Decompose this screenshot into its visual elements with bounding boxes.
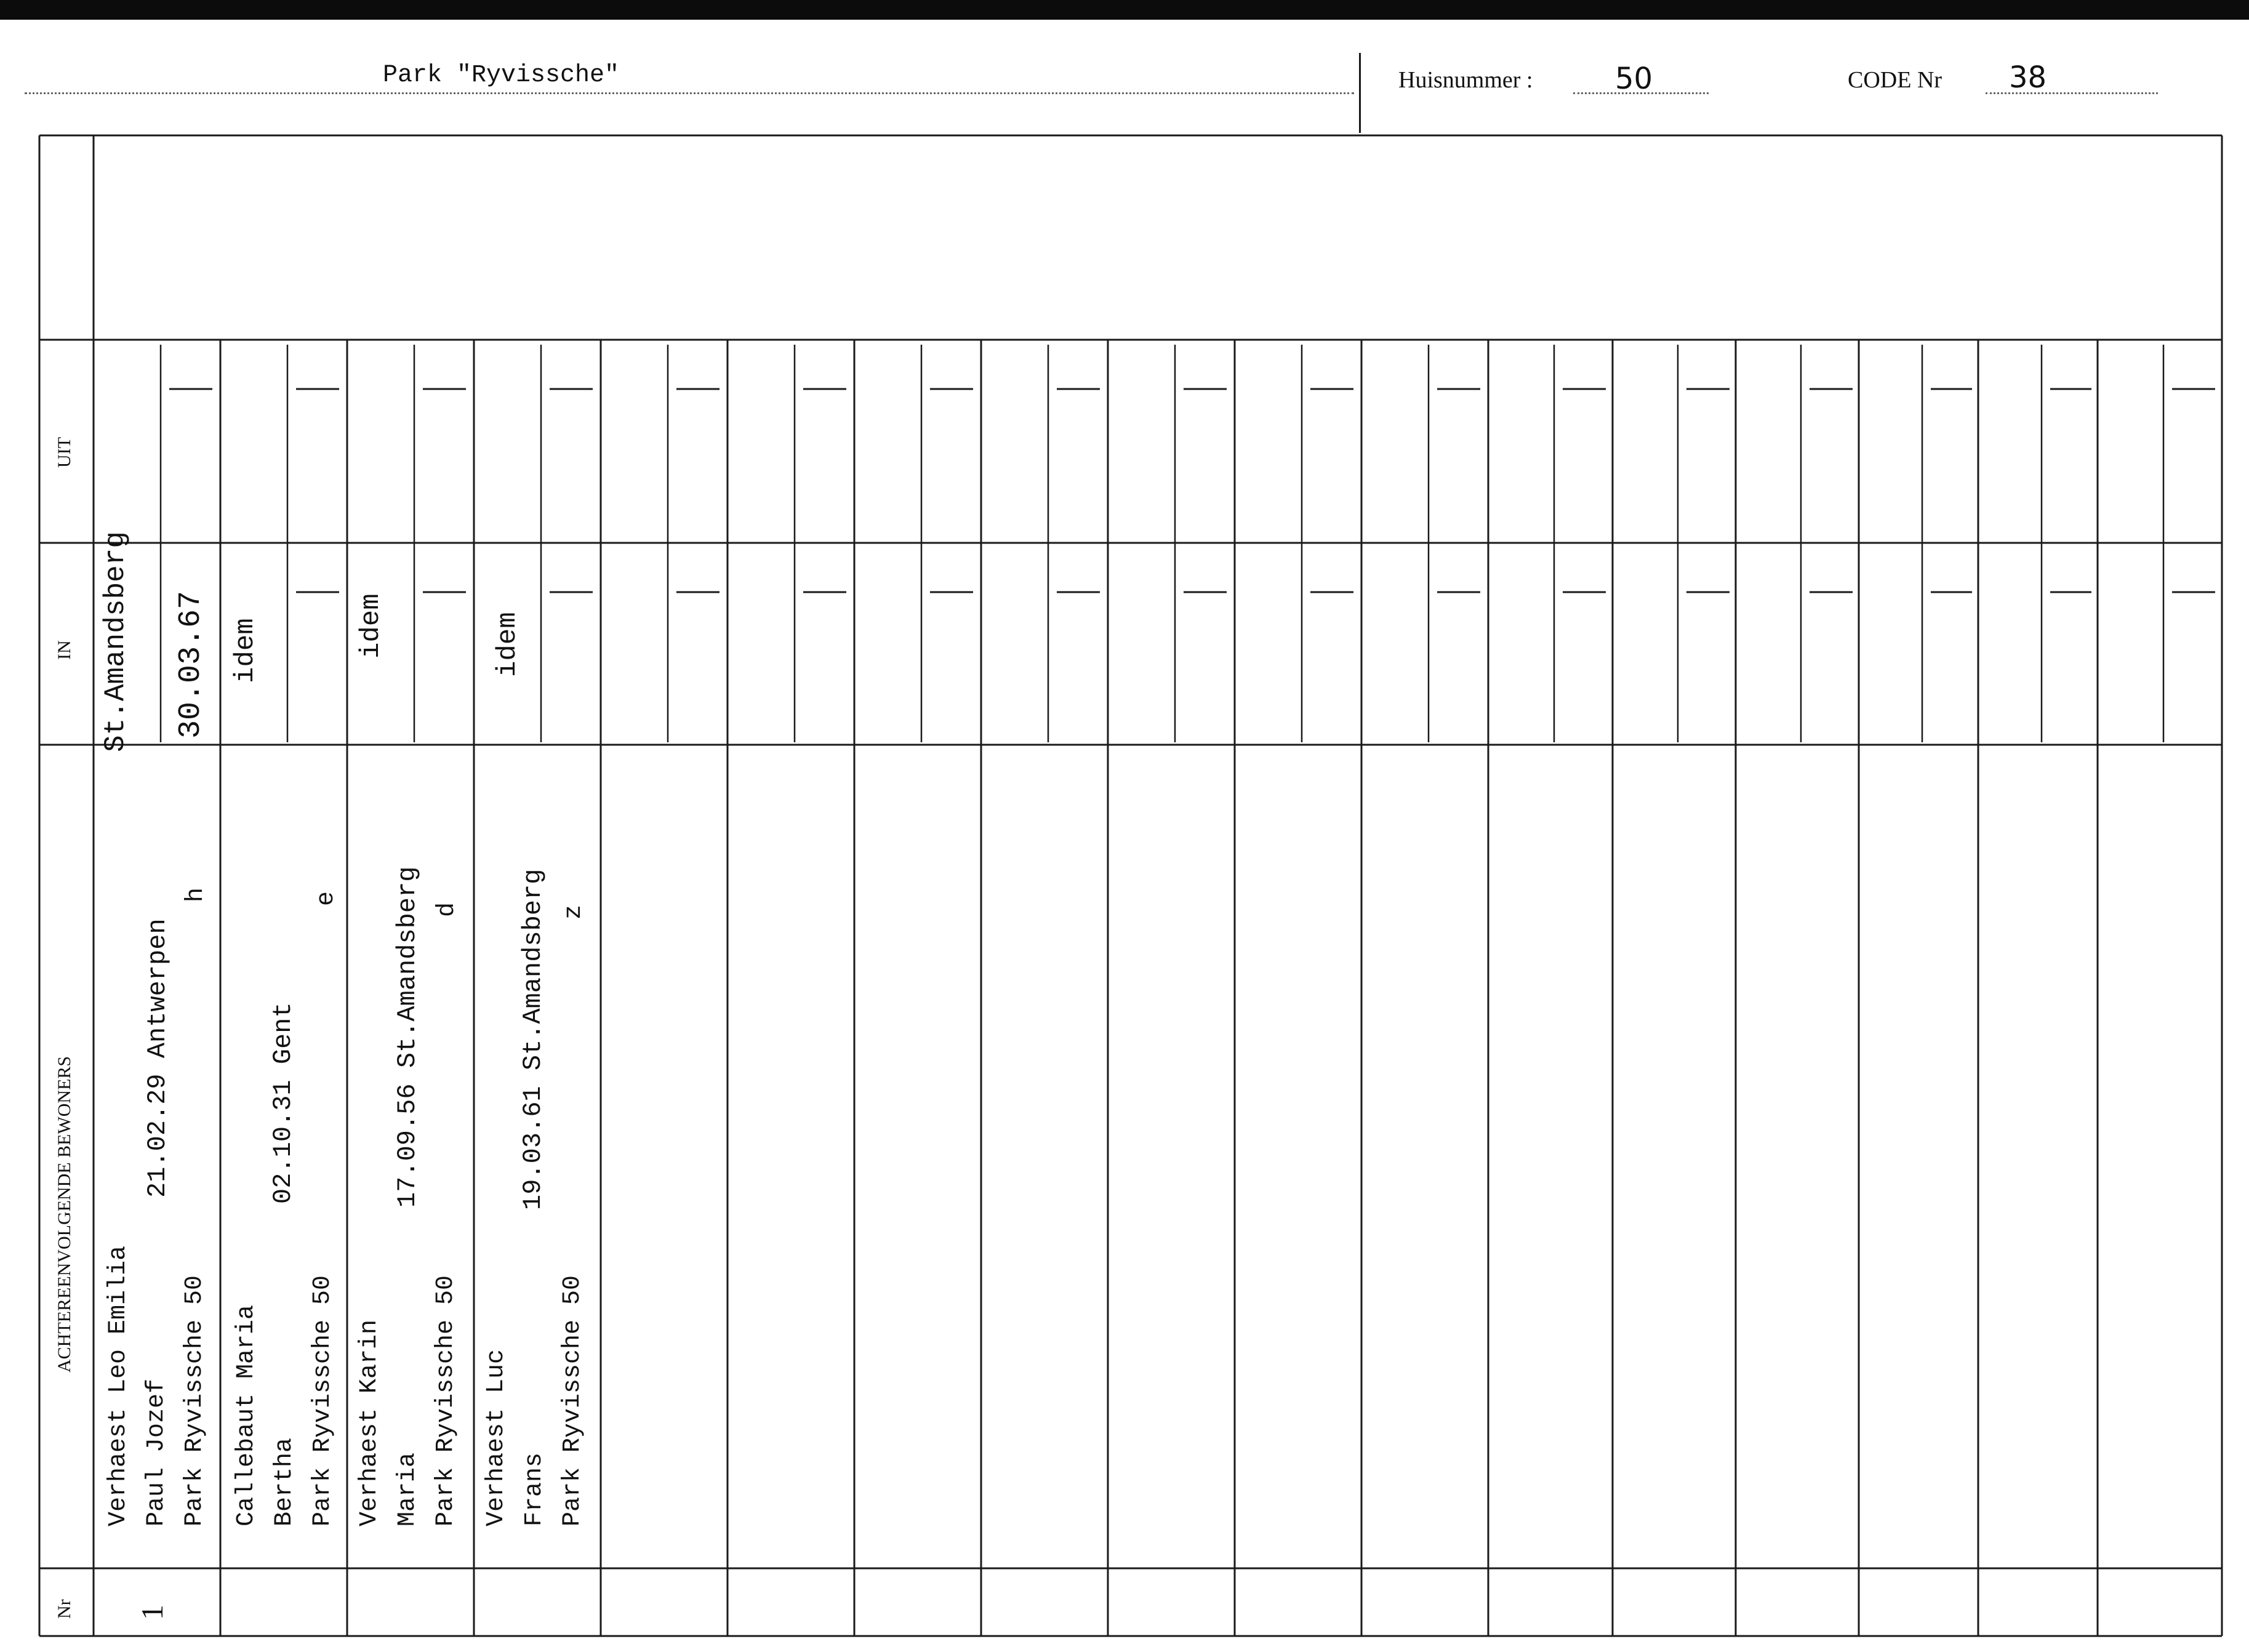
entry-date: 30.03.67 xyxy=(174,590,209,739)
street-name: Park "Ryvissche" xyxy=(383,62,620,89)
resident-1-line2: Paul Jozef xyxy=(143,1378,170,1526)
resident-2-in-note: idem xyxy=(230,618,261,683)
in-label: IN xyxy=(54,640,74,660)
resident-1-line1: Verhaest Leo Emilia xyxy=(105,1245,132,1526)
uit-label: UIT xyxy=(54,437,74,468)
house-number-value: 50 xyxy=(1615,62,1653,96)
resident-2-line3: Park Ryvissche 50 xyxy=(309,1275,337,1526)
house-number-label: Huisnummer : xyxy=(1398,67,1533,93)
code-value: 38 xyxy=(2009,60,2047,95)
resident-4-line1: Verhaest Luc xyxy=(483,1349,510,1526)
resident-4-line2: Frans xyxy=(521,1452,548,1526)
origin-place: St.Amandsberg xyxy=(100,531,132,752)
resident-3-line3: Park Ryvissche 50 xyxy=(432,1275,460,1526)
resident-3-in-note: idem xyxy=(356,593,387,659)
resident-2-line2: Bertha xyxy=(271,1437,299,1526)
residents-label: ACHTEREENVOLGENDE BEWONERS xyxy=(54,1056,74,1373)
code-label: CODE Nr xyxy=(1848,67,1942,93)
resident-1-birth: 21.02.29 Antwerpen xyxy=(143,918,172,1198)
nr-label: Nr xyxy=(54,1599,74,1619)
resident-4-birth: 19.03.61 St.Amandsberg xyxy=(518,868,548,1210)
resident-1-line3: Park Ryvissche 50 xyxy=(181,1275,209,1526)
record-number: 1 xyxy=(135,1605,169,1620)
resident-4-line3: Park Ryvissche 50 xyxy=(559,1275,587,1526)
resident-3-relation: d xyxy=(433,902,461,917)
resident-4-relation: z xyxy=(560,904,588,920)
resident-3-line2: Maria xyxy=(394,1452,422,1526)
resident-2-line1: Callebaut Maria xyxy=(233,1304,260,1526)
resident-2-birth: 02.10.31 Gent xyxy=(268,1002,298,1204)
resident-1-relation: h xyxy=(182,887,210,902)
resident-2-relation: e xyxy=(313,891,340,906)
resident-3-birth: 17.09.56 St.Amandsberg xyxy=(393,866,422,1208)
resident-4-in-note: idem xyxy=(492,612,523,677)
resident-3-line1: Verhaest Karin xyxy=(356,1319,383,1526)
